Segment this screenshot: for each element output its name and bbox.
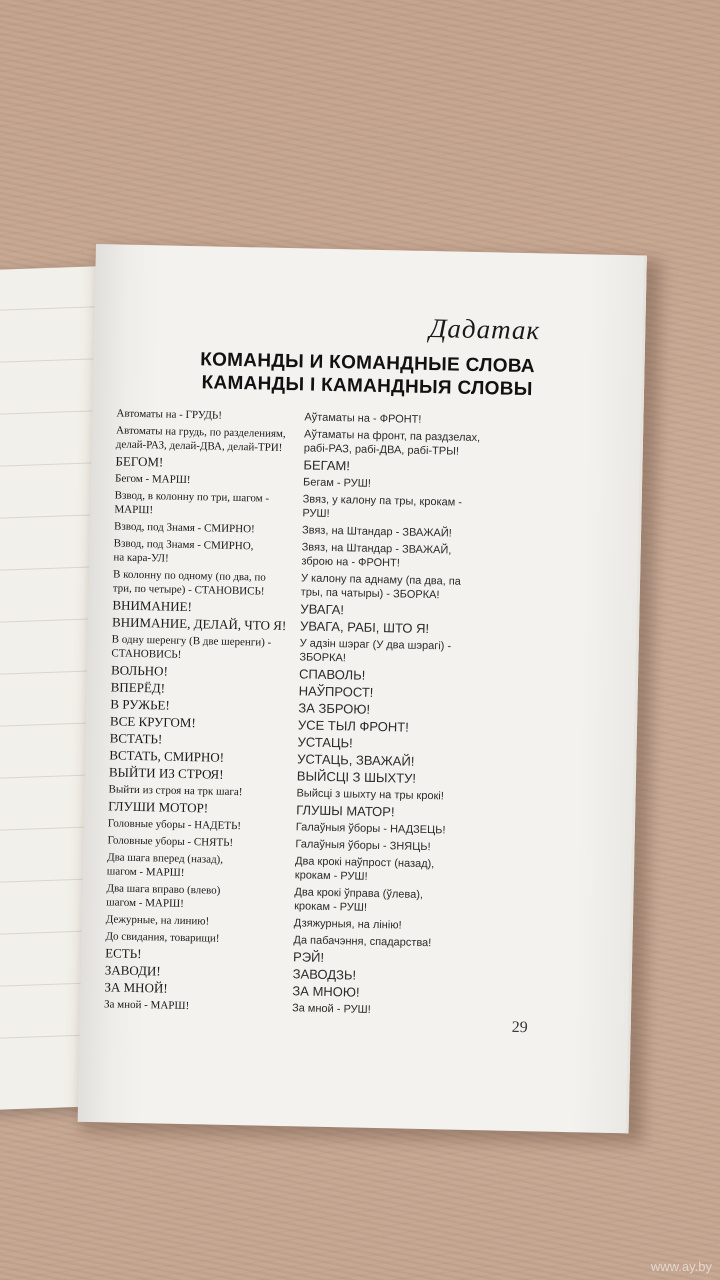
page-number: 29 xyxy=(511,1018,528,1037)
command-belarusian: Выйсці з шыхту на тры крокі! xyxy=(296,787,444,803)
command-belarusian: рабі-РАЗ, рабі-ДВА, рабі-ТРЫ! xyxy=(303,442,460,458)
heading-russian: КОМАНДЫ И КОМАНДНЫЕ СЛОВА xyxy=(199,349,536,378)
command-russian: делай-РАЗ, делай-ДВА, делай-ТРИ! xyxy=(115,438,283,454)
command-belarusian: крокам - РУШ! xyxy=(294,869,368,883)
command-belarusian: Звяз, на Штандар - ЗВАЖАЙ! xyxy=(301,524,452,540)
command-russian: Головные уборы - СНЯТЬ! xyxy=(107,834,234,850)
command-russian: В одну шеренгу (В две шеренги) - xyxy=(111,633,272,649)
command-belarusian: крокам - РУШ! xyxy=(294,900,368,914)
command-russian: ВПЕРЁД! xyxy=(110,679,166,696)
command-russian: ВСТАТЬ, СМИРНО! xyxy=(109,747,225,765)
watermark: www.ay.by xyxy=(650,1259,712,1274)
command-belarusian: УВАГА, РАБІ, ШТО Я! xyxy=(299,618,430,637)
command-russian: БЕГОМ! xyxy=(115,453,164,470)
command-russian: Выйти из строя на трк шага! xyxy=(108,783,243,799)
command-russian: ВОЛЬНО! xyxy=(110,662,169,679)
command-russian: Два шага вправо (влево) xyxy=(106,882,221,897)
command-belarusian: СПАВОЛЬ! xyxy=(298,666,366,683)
command-belarusian: ВЫЙСЦІ З ШЫХТУ! xyxy=(296,768,417,786)
command-belarusian: УВАГА! xyxy=(300,601,345,618)
command-belarusian: Звяз, на Штандар - ЗВАЖАЙ, xyxy=(301,541,452,557)
command-russian: СТАНОВИСЬ! xyxy=(111,647,182,661)
command-belarusian: Дзяжурныя, на лінію! xyxy=(293,917,402,932)
command-russian: ВНИМАНИЕ, ДЕЛАЙ, ЧТО Я! xyxy=(111,614,287,634)
command-russian: шагом - МАРШ! xyxy=(106,865,185,879)
command-belarusian: Галаўныя ўборы - НАДЗЕЦЬ! xyxy=(295,821,446,837)
command-russian: ВНИМАНИЕ! xyxy=(112,597,193,615)
command-belarusian: УСТАЦЬ! xyxy=(297,734,353,751)
command-belarusian: зброю на - ФРОНТ! xyxy=(301,555,400,570)
command-belarusian: Звяз, у калону па тры, крокам - xyxy=(302,493,463,509)
command-belarusian: РУШ! xyxy=(302,507,330,520)
command-russian: ГЛУШИ МОТОР! xyxy=(108,798,209,816)
command-belarusian: Аўтаматы на фронт, па раздзелах, xyxy=(303,428,481,445)
command-russian: Автоматы на - ГРУДЬ! xyxy=(116,407,223,422)
command-belarusian: РЭЙ! xyxy=(292,949,325,965)
command-belarusian: Бегам - РУШ! xyxy=(302,476,371,490)
command-russian: Головные уборы - НАДЕТЬ! xyxy=(107,817,242,833)
command-belarusian: У калону па аднаму (па два, па xyxy=(300,572,461,588)
command-russian: Бегом - МАРШ! xyxy=(114,472,191,487)
command-belarusian: Галаўныя ўборы - ЗНЯЦЬ! xyxy=(295,838,431,854)
command-russian: шагом - МАРШ! xyxy=(106,896,184,910)
command-belarusian: Два крокі ўправа (ўлева), xyxy=(294,886,424,901)
command-russian: Автоматы на грудь, по разделениям, xyxy=(115,424,286,441)
command-russian: ВСТАТЬ! xyxy=(109,730,163,747)
command-belarusian: ЗА ЗБРОЮ! xyxy=(298,700,371,717)
command-belarusian: Да пабачэння, спадарства! xyxy=(293,934,432,950)
command-belarusian: УСЕ ТЫЛ ФРОНТ! xyxy=(297,717,409,735)
heading-belarusian: КАМАНДЫ І КАМАНДНЫЯ СЛОВЫ xyxy=(201,372,533,401)
command-russian: В колонну по одному (по два, по xyxy=(112,568,266,584)
command-russian: За мной - МАРШ! xyxy=(103,998,190,1013)
command-belarusian: Аўтаматы на - ФРОНТ! xyxy=(304,411,422,426)
command-russian: Взвод, в колонну по три, шагом - xyxy=(114,489,270,505)
appendix-title: Дадатак xyxy=(428,313,541,346)
command-belarusian: ЗАВОДЗЬ! xyxy=(292,966,357,983)
command-russian: До свидания, товарищи! xyxy=(105,930,220,945)
command-belarusian: ГЛУШЫ МАТОР! xyxy=(296,802,395,820)
command-russian: ВСЕ КРУГОМ! xyxy=(109,713,196,731)
command-russian: Взвод, под Знамя - СМИРНО! xyxy=(113,520,255,536)
command-belarusian: ЗА МНОЮ! xyxy=(292,983,360,1000)
command-belarusian: ЗБОРКА! xyxy=(299,651,346,665)
command-belarusian: НАЎПРОСТ! xyxy=(298,683,374,700)
command-russian: Дежурные, на линию! xyxy=(105,913,210,928)
command-russian: три, по четыре) - СТАНОВИСЬ! xyxy=(112,582,265,598)
command-russian: Взвод, под Знамя - СМИРНО, xyxy=(113,537,254,553)
command-belarusian: тры, па чатыры) - ЗБОРКА! xyxy=(300,586,440,602)
command-russian: ЗА МНОЙ! xyxy=(104,979,168,996)
command-russian: ЗАВОДИ! xyxy=(104,962,161,979)
command-russian: ВЫЙТИ ИЗ СТРОЯ! xyxy=(108,764,224,782)
command-belarusian: За мной - РУШ! xyxy=(291,1002,371,1016)
command-russian: Два шага вперед (назад), xyxy=(107,851,224,866)
command-belarusian: Два крокі наўпрост (назад), xyxy=(294,855,435,871)
command-russian: В РУЖЬЕ! xyxy=(110,696,170,713)
command-russian: МАРШ! xyxy=(114,503,154,517)
command-russian: ЕСТЬ! xyxy=(104,945,142,962)
command-belarusian: У адзін шэраг (У два шэрагі) - xyxy=(299,637,452,653)
command-russian: на кара-УЛ! xyxy=(113,551,169,565)
booklet-page xyxy=(78,244,647,1133)
command-belarusian: УСТАЦЬ, ЗВАЖАЙ! xyxy=(297,751,415,769)
command-belarusian: БЕГАМ! xyxy=(303,457,351,474)
